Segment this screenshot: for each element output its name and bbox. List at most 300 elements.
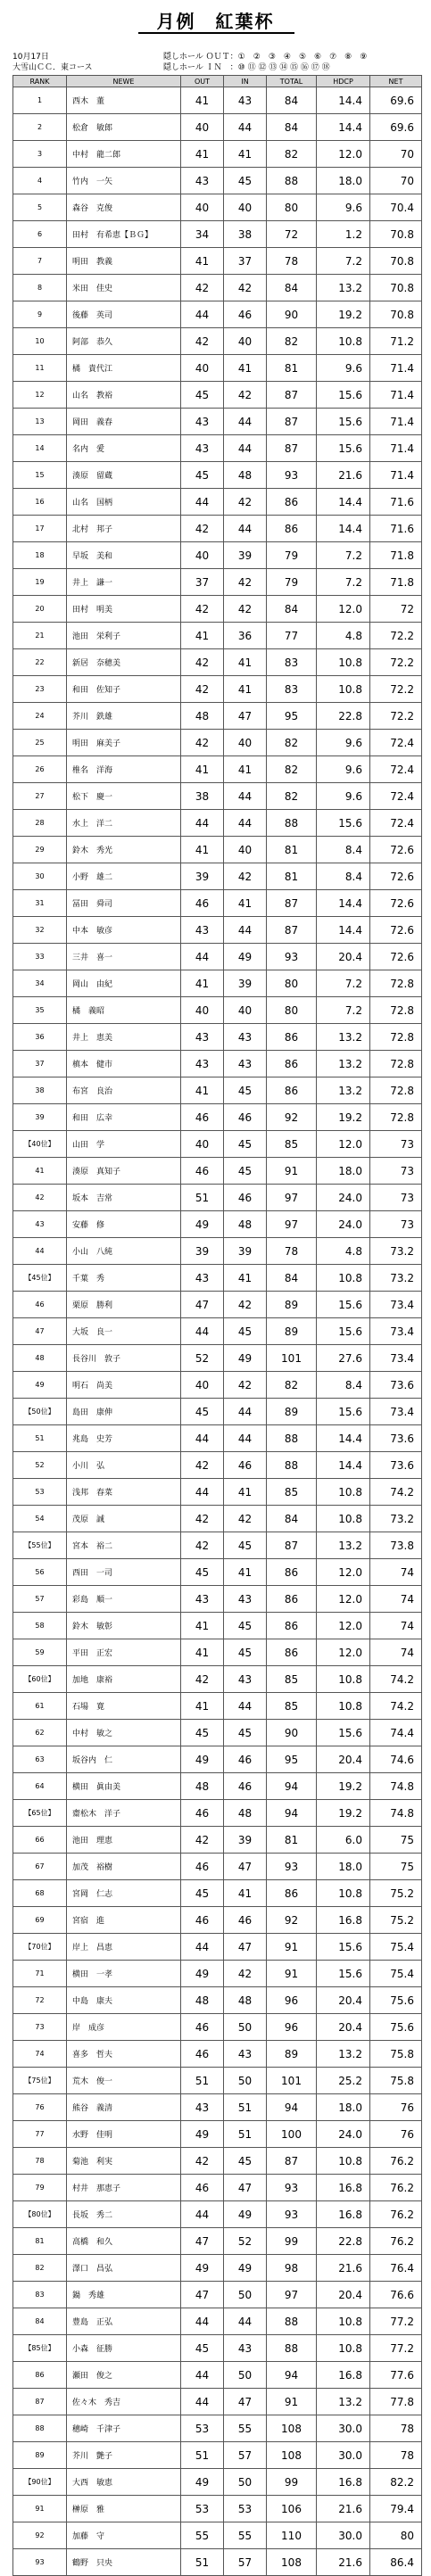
net-cell: 76.2 — [370, 2175, 422, 2201]
table-row — [13, 1880, 422, 1907]
out-cell: 42 — [181, 649, 224, 676]
net-cell: 72.2 — [370, 703, 422, 730]
total-cell: 97 — [267, 1185, 317, 1211]
net-cell: 75 — [370, 1854, 422, 1880]
table-row — [13, 275, 422, 301]
hdcp-cell: 12.0 — [317, 596, 370, 623]
out-cell: 44 — [181, 2308, 224, 2335]
in-cell: 50 — [224, 2068, 267, 2094]
table-row — [13, 1292, 422, 1318]
rank-cell: 35 — [13, 997, 67, 1024]
rank-cell: 30 — [13, 863, 67, 890]
hdcp-cell: 12.0 — [317, 141, 370, 168]
name-cell: 彩島 順一 — [67, 1586, 181, 1613]
name-cell: 阿部 恭久 — [67, 328, 181, 355]
hdcp-cell: 15.6 — [317, 382, 370, 409]
table-row — [13, 2362, 422, 2389]
table-row — [13, 1961, 422, 1987]
name-cell: 石場 寛 — [67, 1693, 181, 1720]
table-row — [13, 1907, 422, 1934]
net-cell: 71.6 — [370, 516, 422, 542]
table-row — [13, 890, 422, 917]
out-cell: 42 — [181, 676, 224, 703]
name-cell: 宮岡 仁志 — [67, 1880, 181, 1907]
rank-cell: 74 — [13, 2041, 67, 2068]
total-cell: 72 — [267, 221, 317, 248]
net-cell: 73 — [370, 1158, 422, 1185]
name-cell: 岡山 由紀 — [67, 970, 181, 997]
table-row — [13, 676, 422, 703]
rank-cell: 28 — [13, 810, 67, 837]
table-row — [13, 382, 422, 409]
in-cell: 55 — [224, 2415, 267, 2442]
hdcp-cell: 16.8 — [317, 2201, 370, 2228]
net-cell: 73.4 — [370, 1399, 422, 1425]
out-cell: 40 — [181, 542, 224, 569]
hdcp-cell: 15.6 — [317, 1399, 370, 1425]
hdcp-cell: 9.6 — [317, 730, 370, 756]
in-cell: 42 — [224, 275, 267, 301]
total-cell: 81 — [267, 355, 317, 382]
name-cell: 豊島 正弘 — [67, 2308, 181, 2335]
total-cell: 87 — [267, 435, 317, 462]
course-name: 大雪山ＣＣ．東コース — [12, 63, 93, 72]
rank-cell: 27 — [13, 783, 67, 810]
in-cell: 57 — [224, 2549, 267, 2576]
in-cell: 49 — [224, 2201, 267, 2228]
name-cell: 坂本 吉常 — [67, 1185, 181, 1211]
name-cell: 田村 有希恵【ＢＧ】 — [67, 221, 181, 248]
rank-cell: 62 — [13, 1720, 67, 1746]
out-cell: 46 — [181, 890, 224, 917]
out-cell: 42 — [181, 1452, 224, 1479]
rank-cell: 47 — [13, 1318, 67, 1345]
net-cell: 74 — [370, 1586, 422, 1613]
table-row — [13, 2415, 422, 2442]
out-cell: 48 — [181, 703, 224, 730]
total-cell: 80 — [267, 997, 317, 1024]
out-cell: 42 — [181, 516, 224, 542]
name-cell: 北村 邦子 — [67, 516, 181, 542]
net-cell: 72.6 — [370, 863, 422, 890]
name-cell: 菊池 利実 — [67, 2148, 181, 2175]
total-cell: 82 — [267, 141, 317, 168]
rank-cell: 13 — [13, 409, 67, 435]
total-cell: 93 — [267, 2201, 317, 2228]
results-table — [12, 75, 422, 2576]
total-cell: 94 — [267, 2094, 317, 2121]
net-cell: 71.4 — [370, 462, 422, 489]
table-row — [13, 2522, 422, 2549]
name-cell: 小野 雄二 — [67, 863, 181, 890]
name-cell: 大西 敏恵 — [67, 2469, 181, 2496]
total-cell: 91 — [267, 1961, 317, 1987]
net-cell: 75.4 — [370, 1961, 422, 1987]
total-cell: 93 — [267, 1854, 317, 1880]
rank-cell: 52 — [13, 1452, 67, 1479]
name-cell: 早坂 美和 — [67, 542, 181, 569]
hdcp-cell: 1.2 — [317, 221, 370, 248]
hdcp-cell: 24.0 — [317, 1211, 370, 1238]
hdcp-cell: 14.4 — [317, 114, 370, 141]
net-cell: 71.4 — [370, 435, 422, 462]
in-cell: 43 — [224, 1051, 267, 1077]
total-cell: 83 — [267, 676, 317, 703]
total-cell: 84 — [267, 275, 317, 301]
net-cell: 86.4 — [370, 2549, 422, 2576]
net-cell: 72.8 — [370, 1077, 422, 1104]
hdcp-cell: 13.2 — [317, 1077, 370, 1104]
out-cell: 42 — [181, 596, 224, 623]
name-cell: 横田 一孝 — [67, 1961, 181, 1987]
name-cell: 椎名 洋海 — [67, 756, 181, 783]
hdcp-cell: 6.0 — [317, 1827, 370, 1854]
hdcp-cell: 19.2 — [317, 1800, 370, 1827]
hdcp-cell: 30.0 — [317, 2442, 370, 2469]
rank-cell: 【90位】 — [13, 2469, 67, 2496]
hdcp-cell: 10.8 — [317, 2335, 370, 2362]
out-cell: 42 — [181, 1827, 224, 1854]
in-cell: 43 — [224, 2335, 267, 2362]
in-cell: 44 — [224, 783, 267, 810]
table-row — [13, 756, 422, 783]
table-row — [13, 2469, 422, 2496]
name-cell: 榊原 雅 — [67, 2496, 181, 2522]
in-cell: 47 — [224, 2175, 267, 2201]
net-cell: 72.2 — [370, 649, 422, 676]
out-cell: 43 — [181, 435, 224, 462]
hdcp-cell: 22.8 — [317, 703, 370, 730]
rank-cell: 【75位】 — [13, 2068, 67, 2094]
rank-cell: 48 — [13, 1345, 67, 1372]
table-row — [13, 1987, 422, 2014]
name-cell: 芥川 艶子 — [67, 2442, 181, 2469]
out-cell: 40 — [181, 1131, 224, 1158]
total-cell: 84 — [267, 596, 317, 623]
table-row — [13, 1720, 422, 1746]
hdcp-cell: 13.2 — [317, 275, 370, 301]
rank-cell: 69 — [13, 1907, 67, 1934]
out-cell: 46 — [181, 1104, 224, 1131]
table-row — [13, 409, 422, 435]
rank-cell: 42 — [13, 1185, 67, 1211]
total-cell: 86 — [267, 1051, 317, 1077]
net-cell: 80 — [370, 2522, 422, 2549]
in-cell: 40 — [224, 837, 267, 863]
rank-cell: 81 — [13, 2228, 67, 2255]
rank-cell: 16 — [13, 489, 67, 516]
rank-cell: 【50位】 — [13, 1399, 67, 1425]
name-cell: 横田 眞由美 — [67, 1773, 181, 1800]
total-cell: 108 — [267, 2415, 317, 2442]
total-cell: 110 — [267, 2522, 317, 2549]
rank-cell: 57 — [13, 1586, 67, 1613]
table-row — [13, 489, 422, 516]
in-cell: 43 — [224, 1586, 267, 1613]
total-cell: 88 — [267, 2335, 317, 2362]
net-cell: 72.2 — [370, 623, 422, 649]
net-cell: 73.6 — [370, 1425, 422, 1452]
total-cell: 108 — [267, 2549, 317, 2576]
out-cell: 45 — [181, 1720, 224, 1746]
out-cell: 42 — [181, 275, 224, 301]
total-cell: 90 — [267, 1720, 317, 1746]
total-cell: 88 — [267, 1425, 317, 1452]
in-cell: 44 — [224, 1693, 267, 1720]
out-cell: 53 — [181, 2496, 224, 2522]
net-cell: 73.2 — [370, 1238, 422, 1265]
rank-cell: 22 — [13, 649, 67, 676]
in-cell: 42 — [224, 596, 267, 623]
total-cell: 97 — [267, 1211, 317, 1238]
in-cell: 55 — [224, 2522, 267, 2549]
in-cell: 44 — [224, 1425, 267, 1452]
hdcp-cell: 7.2 — [317, 997, 370, 1024]
net-cell: 70.8 — [370, 301, 422, 328]
total-cell: 92 — [267, 1907, 317, 1934]
name-cell: 穗崎 千津子 — [67, 2415, 181, 2442]
net-cell: 72.6 — [370, 837, 422, 863]
rank-cell: 84 — [13, 2308, 67, 2335]
rank-cell: 92 — [13, 2522, 67, 2549]
table-row — [13, 1800, 422, 1827]
out-cell: 45 — [181, 462, 224, 489]
out-cell: 46 — [181, 2041, 224, 2068]
hdcp-cell: 10.8 — [317, 1479, 370, 1506]
total-cell: 96 — [267, 2014, 317, 2041]
net-cell: 74.2 — [370, 1479, 422, 1506]
hdcp-cell: 21.6 — [317, 2255, 370, 2282]
total-cell: 93 — [267, 462, 317, 489]
hdcp-cell: 21.6 — [317, 2549, 370, 2576]
rank-cell: 56 — [13, 1559, 67, 1586]
table-row — [13, 623, 422, 649]
net-cell: 69.6 — [370, 87, 422, 114]
total-cell: 84 — [267, 1265, 317, 1292]
in-cell: 41 — [224, 756, 267, 783]
out-cell: 44 — [181, 489, 224, 516]
name-cell: 岸 成彦 — [67, 2014, 181, 2041]
in-cell: 40 — [224, 194, 267, 221]
table-row — [13, 301, 422, 328]
total-cell: 82 — [267, 328, 317, 355]
rank-cell: 11 — [13, 355, 67, 382]
out-cell: 51 — [181, 1185, 224, 1211]
net-cell: 74 — [370, 1639, 422, 1666]
in-cell: 51 — [224, 2094, 267, 2121]
out-cell: 44 — [181, 2389, 224, 2415]
hdcp-cell: 9.6 — [317, 783, 370, 810]
in-cell: 44 — [224, 516, 267, 542]
in-header: IN — [224, 76, 267, 87]
net-cell: 73.4 — [370, 1292, 422, 1318]
net-cell: 74.8 — [370, 1773, 422, 1800]
out-header: OUT — [181, 76, 224, 87]
hdcp-cell: 16.8 — [317, 2469, 370, 2496]
in-cell: 49 — [224, 1345, 267, 1372]
in-cell: 40 — [224, 997, 267, 1024]
name-cell: 和田 佐知子 — [67, 676, 181, 703]
out-cell: 45 — [181, 1559, 224, 1586]
name-cell: 小川 弘 — [67, 1452, 181, 1479]
hdcp-cell: 30.0 — [317, 2522, 370, 2549]
table-row — [13, 944, 422, 970]
total-cell: 90 — [267, 301, 317, 328]
rank-cell: 【55位】 — [13, 1532, 67, 1559]
name-cell: 瀬田 俊之 — [67, 2362, 181, 2389]
net-cell: 73.2 — [370, 1506, 422, 1532]
out-cell: 44 — [181, 2201, 224, 2228]
name-cell: 和田 広幸 — [67, 1104, 181, 1131]
rank-cell: 34 — [13, 970, 67, 997]
hdcp-cell: 22.8 — [317, 2228, 370, 2255]
table-row — [13, 1532, 422, 1559]
in-cell: 44 — [224, 810, 267, 837]
table-row — [13, 1024, 422, 1051]
out-cell: 41 — [181, 970, 224, 997]
out-cell: 43 — [181, 409, 224, 435]
rank-cell: 9 — [13, 301, 67, 328]
net-cell: 73.6 — [370, 1452, 422, 1479]
table-row — [13, 2041, 422, 2068]
net-cell: 70 — [370, 168, 422, 194]
net-cell: 72.8 — [370, 1024, 422, 1051]
name-cell: 三井 喜一 — [67, 944, 181, 970]
rank-cell: 71 — [13, 1961, 67, 1987]
hdcp-cell: 25.2 — [317, 2068, 370, 2094]
total-cell: 95 — [267, 703, 317, 730]
in-cell: 42 — [224, 1292, 267, 1318]
rank-cell: 5 — [13, 194, 67, 221]
table-row — [13, 1265, 422, 1292]
rank-cell: 59 — [13, 1639, 67, 1666]
hdcp-cell: 14.4 — [317, 1425, 370, 1452]
name-cell: 西田 一司 — [67, 1559, 181, 1586]
in-cell: 45 — [224, 1532, 267, 1559]
hdcp-cell: 20.4 — [317, 1987, 370, 2014]
net-cell: 76.2 — [370, 2201, 422, 2228]
total-cell: 94 — [267, 1800, 317, 1827]
out-cell: 40 — [181, 997, 224, 1024]
out-cell: 46 — [181, 1158, 224, 1185]
total-cell: 87 — [267, 382, 317, 409]
table-row — [13, 2389, 422, 2415]
out-cell: 45 — [181, 1880, 224, 1907]
net-cell: 74.2 — [370, 1693, 422, 1720]
out-cell: 41 — [181, 87, 224, 114]
total-cell: 86 — [267, 489, 317, 516]
in-cell: 42 — [224, 1372, 267, 1399]
table-row — [13, 114, 422, 141]
name-cell: 明石 尚美 — [67, 1372, 181, 1399]
table-row — [13, 542, 422, 569]
name-cell: 岡田 義春 — [67, 409, 181, 435]
net-cell: 70.8 — [370, 275, 422, 301]
in-cell: 41 — [224, 1479, 267, 1506]
hdcp-cell: 20.4 — [317, 1746, 370, 1773]
in-cell: 42 — [224, 569, 267, 596]
in-cell: 39 — [224, 542, 267, 569]
rank-cell: 32 — [13, 917, 67, 944]
net-cell: 69.6 — [370, 114, 422, 141]
hdcp-cell: 15.6 — [317, 435, 370, 462]
rank-cell: 38 — [13, 1077, 67, 1104]
total-header: TOTAL — [267, 76, 317, 87]
rank-cell: 43 — [13, 1211, 67, 1238]
rank-cell: 53 — [13, 1479, 67, 1506]
name-cell: 茂原 誠 — [67, 1506, 181, 1532]
hdcp-cell: 15.6 — [317, 409, 370, 435]
name-cell: 平田 正宏 — [67, 1639, 181, 1666]
out-cell: 41 — [181, 623, 224, 649]
net-cell: 75.6 — [370, 2014, 422, 2041]
rank-cell: 15 — [13, 462, 67, 489]
table-row — [13, 1318, 422, 1345]
table-row — [13, 703, 422, 730]
hdcp-cell: 12.0 — [317, 1131, 370, 1158]
total-cell: 86 — [267, 1024, 317, 1051]
table-row — [13, 1399, 422, 1425]
in-cell: 46 — [224, 1104, 267, 1131]
hdcp-cell: 10.8 — [317, 2148, 370, 2175]
table-row — [13, 1934, 422, 1961]
total-cell: 95 — [267, 1746, 317, 1773]
total-cell: 86 — [267, 1559, 317, 1586]
total-cell: 92 — [267, 1104, 317, 1131]
hdcp-cell: 7.2 — [317, 542, 370, 569]
name-cell: 浅邦 春菜 — [67, 1479, 181, 1506]
in-cell: 44 — [224, 114, 267, 141]
rank-cell: 37 — [13, 1051, 67, 1077]
total-cell: 86 — [267, 1586, 317, 1613]
in-cell: 37 — [224, 248, 267, 275]
out-cell: 39 — [181, 863, 224, 890]
table-row — [13, 2148, 422, 2175]
out-cell: 43 — [181, 1051, 224, 1077]
page-title: 月例 紅葉杯 — [156, 11, 275, 32]
rank-cell: 【80位】 — [13, 2201, 67, 2228]
total-cell: 88 — [267, 168, 317, 194]
name-cell: 鍋 秀雄 — [67, 2282, 181, 2308]
table-row — [13, 1746, 422, 1773]
name-cell: 安藤 修 — [67, 1211, 181, 1238]
net-cell: 75.2 — [370, 1880, 422, 1907]
out-cell: 42 — [181, 1532, 224, 1559]
net-cell: 73.6 — [370, 1372, 422, 1399]
in-cell: 46 — [224, 301, 267, 328]
total-cell: 86 — [267, 516, 317, 542]
name-cell: 鈴木 秀光 — [67, 837, 181, 863]
total-cell: 91 — [267, 1158, 317, 1185]
table-row — [13, 1077, 422, 1104]
hdcp-cell: 10.8 — [317, 676, 370, 703]
in-cell: 50 — [224, 2014, 267, 2041]
in-cell: 45 — [224, 2148, 267, 2175]
total-cell: 91 — [267, 1934, 317, 1961]
table-row — [13, 1639, 422, 1666]
out-cell: 44 — [181, 301, 224, 328]
table-row — [13, 2228, 422, 2255]
in-cell: 38 — [224, 221, 267, 248]
hdcp-cell: 24.0 — [317, 2121, 370, 2148]
net-cell: 74 — [370, 1559, 422, 1586]
out-cell: 44 — [181, 2362, 224, 2389]
out-cell: 41 — [181, 1693, 224, 1720]
net-cell: 73.2 — [370, 1265, 422, 1292]
net-cell: 71.8 — [370, 569, 422, 596]
name-cell: 森谷 克俊 — [67, 194, 181, 221]
total-cell: 86 — [267, 1077, 317, 1104]
